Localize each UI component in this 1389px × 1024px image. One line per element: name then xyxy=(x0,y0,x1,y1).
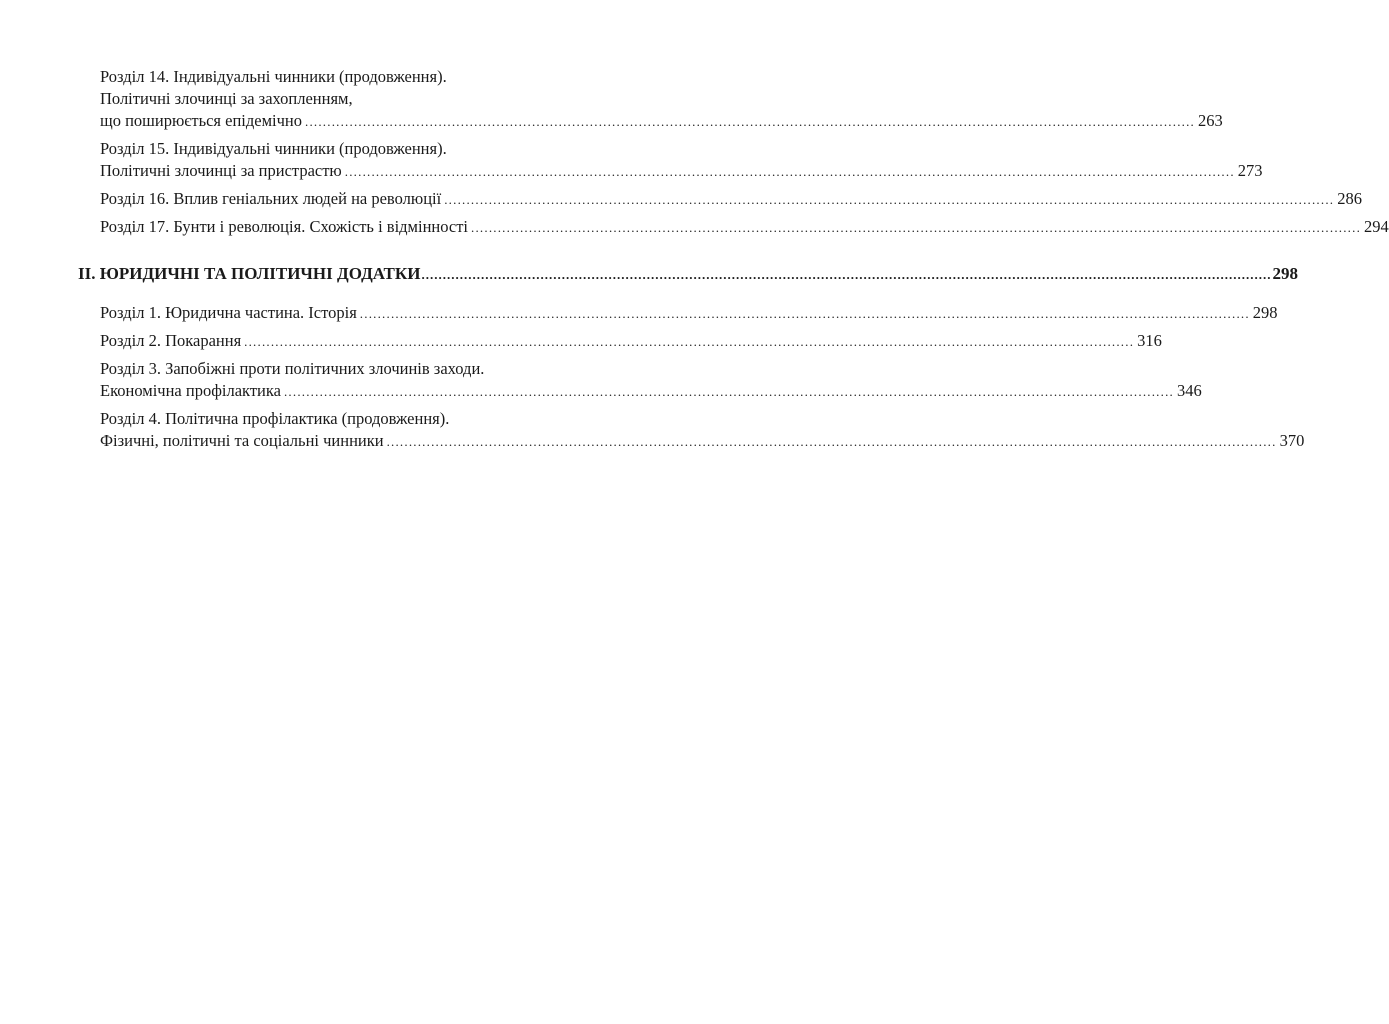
dot-leader: ........................................................................................................................................................................................................ xyxy=(359,306,1250,321)
toc-page-number: 346 xyxy=(1176,381,1202,400)
toc-page-number: 316 xyxy=(1137,331,1162,350)
toc-entry-last-line xyxy=(100,302,1278,325)
dot-leader: ........................................................................................................................................................................................................ xyxy=(471,220,1362,235)
toc-entry-last-line xyxy=(100,216,1389,239)
toc-entry-chapter-3[interactable] xyxy=(100,358,1202,403)
toc-page-number: 298 xyxy=(1272,264,1298,283)
toc-entry-line: Розділ 15. Індивідуальні чинники (продовження). xyxy=(100,139,447,158)
toc-entry-title: Розділ 17. Бунти і революція. Схожість і відмінності xyxy=(100,217,469,236)
toc-page-number: 263 xyxy=(1198,111,1223,130)
toc-part-heading[interactable] xyxy=(78,263,1298,286)
toc-page-number: 370 xyxy=(1279,431,1305,450)
toc-entry-title: Розділ 2. Покарання xyxy=(100,331,242,350)
toc-page-number: 273 xyxy=(1237,161,1263,180)
dot-leader: ........................................................................................................................................................................................................ xyxy=(421,267,1272,282)
toc-entry-chapter-4[interactable] xyxy=(100,408,1305,453)
toc-entry-line: Розділ 3. Запобіжні проти політичних злочинів заходи. xyxy=(100,359,485,378)
toc-entry-last-line xyxy=(100,430,1305,453)
toc-entry-chapter-17[interactable] xyxy=(100,216,1389,239)
dot-leader: ........................................................................................................................................................................................................ xyxy=(283,384,1174,399)
table-of-contents xyxy=(78,66,1389,453)
dot-leader: ........................................................................................................................................................................................................ xyxy=(305,114,1195,129)
toc-entry-last-line xyxy=(100,110,1223,133)
toc-entry-last-line xyxy=(100,160,1263,183)
toc-entry-title: що поширюється епідемічно xyxy=(100,111,302,130)
toc-entry-title: Економічна профілактика xyxy=(100,381,281,400)
toc-entry-chapter-14[interactable] xyxy=(100,66,1223,133)
dot-leader: ........................................................................................................................................................................................................ xyxy=(244,334,1135,349)
toc-entry-title: Розділ 16. Вплив геніальних людей на революції xyxy=(100,189,442,208)
toc-page-number: 294 xyxy=(1364,217,1389,236)
toc-entry-title: Розділ 1. Юридична частина. Історія xyxy=(100,303,357,322)
toc-entry-title: Фізичні, політичні та соціальні чинники xyxy=(100,431,384,450)
toc-entry-last-line xyxy=(100,380,1202,403)
dot-leader: ........................................................................................................................................................................................................ xyxy=(386,434,1277,449)
dot-leader: ........................................................................................................................................................................................................ xyxy=(344,164,1235,179)
toc-page-number: 298 xyxy=(1252,303,1278,322)
toc-entry-chapter-15[interactable] xyxy=(100,138,1263,183)
toc-entry-title: Політичні злочинці за пристрастю xyxy=(100,161,342,180)
toc-entry-chapter-1[interactable] xyxy=(100,302,1278,325)
toc-page-number: 286 xyxy=(1337,189,1362,208)
toc-entry-last-line xyxy=(100,330,1162,353)
toc-entry-last-line xyxy=(100,188,1362,211)
toc-entry-line: Розділ 4. Політична профілактика (продовження). xyxy=(100,409,450,428)
dot-leader: ........................................................................................................................................................................................................ xyxy=(444,192,1335,207)
toc-part-line xyxy=(78,263,1298,286)
toc-entry-chapter-2[interactable] xyxy=(100,330,1162,353)
toc-part-title: II. ЮРИДИЧНІ ТА ПОЛІТИЧНІ ДОДАТКИ xyxy=(78,264,421,283)
toc-entry-line: Політичні злочинці за захопленням, xyxy=(100,89,353,108)
toc-entry-chapter-16[interactable] xyxy=(100,188,1362,211)
toc-entry-line: Розділ 14. Індивідуальні чинники (продовження). xyxy=(100,67,447,86)
